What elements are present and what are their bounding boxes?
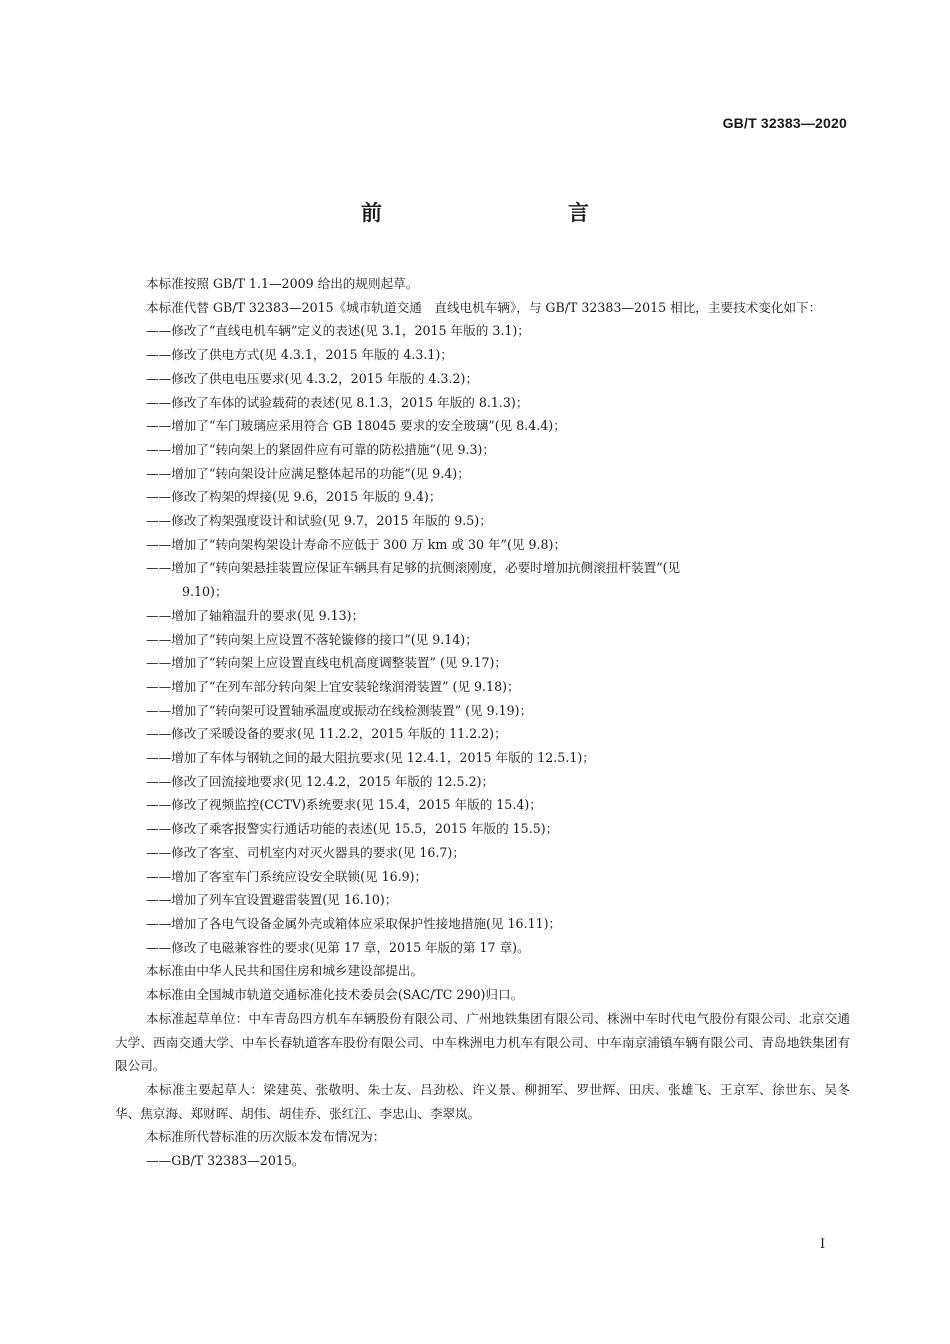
list-item: ——增加了“转向架设计应满足整体起吊的功能”(见 9.4)； [146,465,470,481]
list-item: ——增加了轴箱温升的要求(见 9.13)； [146,607,365,623]
list-item: ——GB/T 32383—2015。 [146,1153,305,1169]
list-item: ——修改了供电方式(见 4.3.1，2015 年版的 4.3.1)； [146,347,453,363]
paragraph: 本标准起草单位：中车青岛四方机车车辆股份有限公司、广州地铁集团有限公司、株洲中车时代电气股份有限公司、北京交通大学、西南交通大学、中车长春轨道客车股份有限公司、中车株洲电力机车有限公司、中车南京浦镇车辆有限公司、青岛地铁集团有限公司。 [115,1010,850,1074]
list-item: ——修改了采暖设备的要求(见 11.2.2，2015 年版的 11.2.2)； [146,726,507,742]
list-item: ——增加了“转向架可设置轴承温度或振动在线检测装置” (见 9.19)； [146,702,533,718]
list-item: ——增加了“在列车部分转向架上宜安装轮缘润滑装置” (见 9.18)； [146,678,520,694]
list-item: ——增加了“转向架上的紧固件应有可靠的防松措施”(见 9.3)； [146,441,495,457]
list-item: ——增加了各电气设备金属外壳或箱体应采取保护性接地措施(见 16.11)； [146,915,562,931]
paragraph: 本标准代替 GB/T 32383—2015《城市轨道交通 直线电机车辆》，与 GB/T 32383—2015 相比，主要技术变化如下： [146,299,822,315]
list-item-text: ——增加了“转向架悬挂装置应保证车辆具有足够的抗侧滚刚度，必要时增加抗侧滚扭杆装置”(见 [146,560,681,576]
list-item: ——修改了客室、司机室内对灭火器具的要求(见 16.7)； [146,844,465,860]
document-body [115,272,850,1173]
list-item [115,556,850,603]
list-item: ——增加了“转向架上应设置不落轮镟修的接口”(见 9.14)； [146,631,478,647]
list-item: ——增加了“转向架构架设计寿命不应低于 300 万 km 或 30 年”(见 9.8)； [146,536,567,552]
page-number: I [820,1237,826,1252]
list-item: ——增加了列车宜设置避雷装置(见 16.10)； [146,892,398,908]
list-item: ——修改了视频监控(CCTV)系统要求(见 15.4，2015 年版的 15.4)； [146,797,542,813]
list-item: ——增加了客室车门系统应设安全联锁(见 16.9)； [146,868,428,884]
list-item: ——修改了供电电压要求(见 4.3.2，2015 年版的 4.3.2)； [146,370,479,386]
list-item: ——增加了“车门玻璃应采用符合 GB 18045 要求的安全玻璃”(见 8.4.4)； [146,418,566,434]
list-item: ——增加了“转向架上应设置直线电机高度调整装置” (见 9.17)； [146,655,508,671]
paragraph: 本标准由中华人民共和国住房和城乡建设部提出。 [146,963,424,979]
paragraph: 本标准所代替标准的历次版本发布情况为： [146,1129,386,1145]
list-item: ——修改了构架强度设计和试验(见 9.7，2015 年版的 9.5)； [146,513,492,529]
list-item: ——修改了电磁兼容性的要求(见第 17 章，2015 年版的第 17 章)。 [146,939,530,955]
paragraph: 本标准主要起草人：梁建英、张敬明、朱士友、吕劲松、许义景、柳拥军、罗世辉、田庆、张雄飞、王京军、徐世东、吴冬华、焦京海、郑财晖、胡伟、胡佳乔、张红江、李忠山、李翠岚。 [115,1081,850,1121]
paragraph: 本标准由全国城市轨道交通标准化技术委员会(SAC/TC 290)归口。 [146,987,524,1003]
list-item-continuation: 9.10)； [182,584,228,600]
list-item: ——修改了构架的焊接(见 9.6，2015 年版的 9.4)； [146,489,442,505]
list-item: ——增加了车体与钢轨之间的最大阻抗要求(见 12.4.1，2015 年版的 12.5.1)； [146,750,595,766]
standard-code: GB/T 32383—2020 [722,115,847,131]
list-item: ——修改了车体的试验载荷的表述(见 8.1.3，2015 年版的 8.1.3)； [146,394,529,410]
list-item: ——修改了回流接地要求(见 12.4.2，2015 年版的 12.5.2)； [146,773,495,789]
list-item: ——修改了乘客报警实行通话功能的表述(见 15.5，2015 年版的 15.5)； [146,821,559,837]
page-title: 前 言 [361,201,637,225]
list-item: ——修改了“直线电机车辆”定义的表述(见 3.1，2015 年版的 3.1)； [146,323,530,339]
paragraph: 本标准按照 GB/T 1.1—2009 给出的规则起草。 [146,276,419,291]
